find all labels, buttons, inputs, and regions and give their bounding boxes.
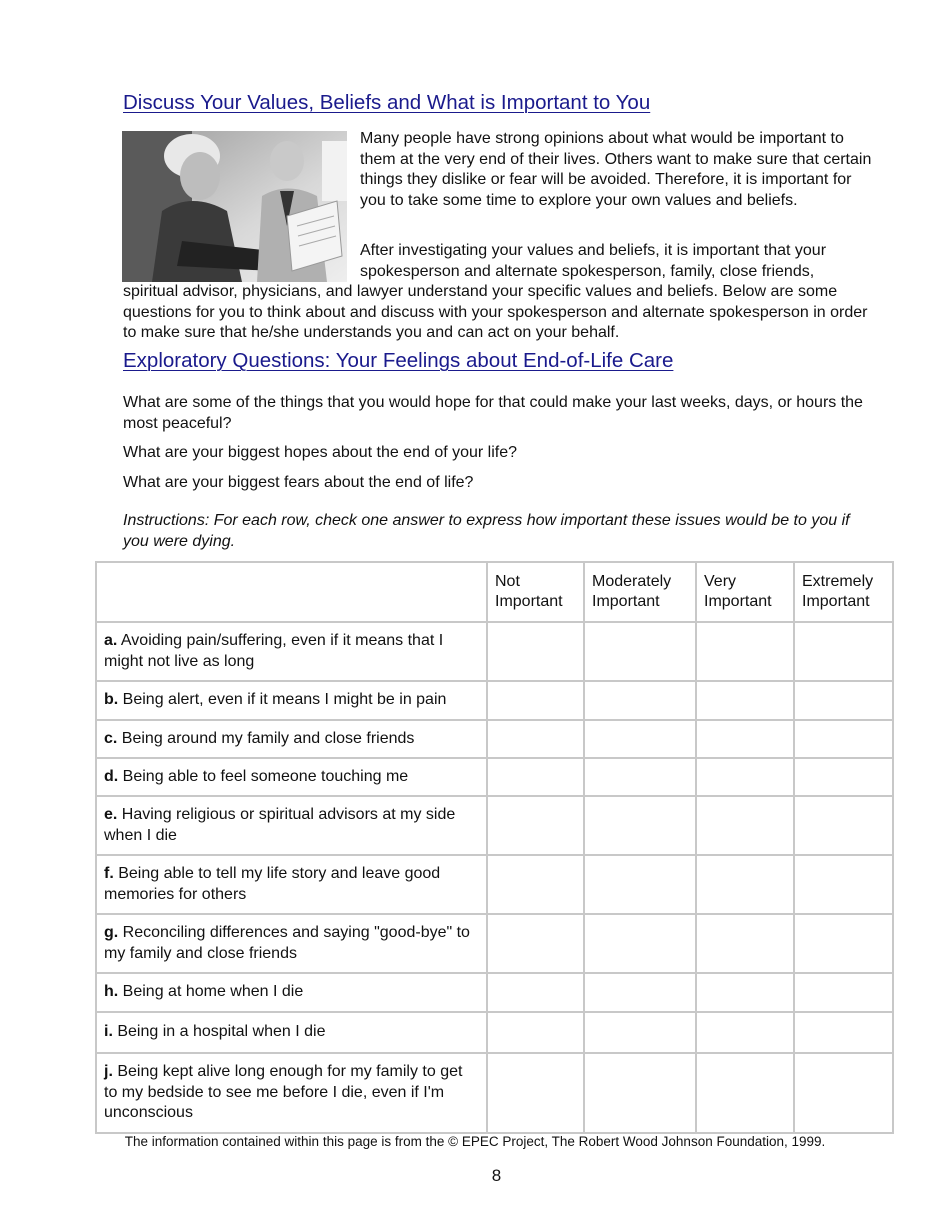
table-header-row xyxy=(96,562,893,622)
answer-cell-very-important[interactable] xyxy=(696,973,794,1012)
answer-cell-extremely-important[interactable] xyxy=(794,720,893,758)
instructions: Instructions: For each row, check one answer to express how important these issues would be to you if you were dying. xyxy=(123,512,850,550)
row-label: h. Being at home when I die xyxy=(96,973,487,1012)
answer-cell-moderately-important[interactable] xyxy=(584,796,696,855)
table-row xyxy=(96,622,893,681)
answer-cell-not-important[interactable] xyxy=(487,796,584,855)
intro-paragraph: Many people have strong opinions about what would be important to them at the very end of their lives. Others want to make sure that certain things they dislike or fear will be avoided. Therefore, it is important for you to take some time to explore your own values and beliefs. xyxy=(360,130,872,209)
answer-cell-extremely-important[interactable] xyxy=(794,796,893,855)
footer-attribution: The information contained within this page is from the © EPEC Project, The Robert Wood Johnson Foundation, 1999. xyxy=(124,1134,826,1149)
section-heading-values: Discuss Your Values, Beliefs and What is Important to You xyxy=(123,91,651,114)
answer-cell-not-important[interactable] xyxy=(487,1012,584,1053)
answer-cell-moderately-important[interactable] xyxy=(584,622,696,681)
answer-cell-moderately-important[interactable] xyxy=(584,973,696,1012)
second-paragraph-rest: spiritual advisor, physicians, and lawyer understand your specific values and beliefs. Below are some questions for you to think about and discuss with your spokesperson and alternate spokesperson in order to make sure that he/she understands you and can act on your behalf. xyxy=(123,283,868,341)
row-label: e. Having religious or spiritual advisors at my side when I die xyxy=(96,796,487,855)
answer-cell-not-important[interactable] xyxy=(487,622,584,681)
answer-cell-moderately-important[interactable] xyxy=(584,758,696,796)
table-row xyxy=(96,914,893,973)
answer-cell-very-important[interactable] xyxy=(696,758,794,796)
answer-cell-not-important[interactable] xyxy=(487,855,584,914)
answer-cell-not-important[interactable] xyxy=(487,1053,584,1133)
answer-cell-extremely-important[interactable] xyxy=(794,973,893,1012)
header-not-important: Not Important xyxy=(487,562,584,622)
row-label: f. Being able to tell my life story and leave good memories for others xyxy=(96,855,487,914)
row-label: i. Being in a hospital when I die xyxy=(96,1012,487,1053)
answer-cell-extremely-important[interactable] xyxy=(794,1012,893,1053)
row-label: d. Being able to feel someone touching me xyxy=(96,758,487,796)
photo-elderly-couple xyxy=(122,131,347,282)
table-row xyxy=(96,681,893,720)
answer-cell-extremely-important[interactable] xyxy=(794,855,893,914)
header-very-important: Very Important xyxy=(696,562,794,622)
row-label: b. Being alert, even if it means I might be in pain xyxy=(96,681,487,720)
answer-cell-not-important[interactable] xyxy=(487,681,584,720)
answer-cell-extremely-important[interactable] xyxy=(794,1053,893,1133)
answer-cell-very-important[interactable] xyxy=(696,720,794,758)
section-heading-exploratory: Exploratory Questions: Your Feelings about End-of-Life Care xyxy=(123,349,674,372)
answer-cell-moderately-important[interactable] xyxy=(584,1053,696,1133)
answer-cell-extremely-important[interactable] xyxy=(794,914,893,973)
answer-cell-moderately-important[interactable] xyxy=(584,855,696,914)
page-number: 8 xyxy=(491,1166,502,1185)
answer-cell-extremely-important[interactable] xyxy=(794,622,893,681)
second-paragraph-start: After investigating your values and beliefs, it is important that your spokesperson and alternate spokesperson, family, close friends, xyxy=(360,242,827,280)
header-empty-cell xyxy=(96,562,487,622)
answer-cell-moderately-important[interactable] xyxy=(584,914,696,973)
row-label: g. Reconciling differences and saying "good-bye" to my family and close friends xyxy=(96,914,487,973)
table-row xyxy=(96,796,893,855)
answer-cell-moderately-important[interactable] xyxy=(584,681,696,720)
answer-cell-moderately-important[interactable] xyxy=(584,1012,696,1053)
photo-illustration xyxy=(122,131,347,282)
importance-table xyxy=(95,561,894,1134)
answer-cell-extremely-important[interactable] xyxy=(794,758,893,796)
answer-cell-very-important[interactable] xyxy=(696,796,794,855)
table-row xyxy=(96,1053,893,1133)
answer-cell-very-important[interactable] xyxy=(696,1012,794,1053)
table-row xyxy=(96,855,893,914)
answer-cell-very-important[interactable] xyxy=(696,914,794,973)
table-row xyxy=(96,758,893,796)
table-row xyxy=(96,973,893,1012)
answer-cell-not-important[interactable] xyxy=(487,973,584,1012)
answer-cell-very-important[interactable] xyxy=(696,1053,794,1133)
answer-cell-not-important[interactable] xyxy=(487,720,584,758)
answer-cell-not-important[interactable] xyxy=(487,758,584,796)
answer-cell-extremely-important[interactable] xyxy=(794,681,893,720)
question-biggest-hopes: What are your biggest hopes about the end of your life? xyxy=(123,444,518,461)
answer-cell-very-important[interactable] xyxy=(696,855,794,914)
table-row xyxy=(96,1012,893,1053)
answer-cell-moderately-important[interactable] xyxy=(584,720,696,758)
question-biggest-fears: What are your biggest fears about the end of life? xyxy=(123,474,474,491)
question-hopes-peaceful: What are some of the things that you would hope for that could make your last weeks, days, or hours the most peaceful? xyxy=(123,394,863,432)
row-label: c. Being around my family and close friends xyxy=(96,720,487,758)
answer-cell-very-important[interactable] xyxy=(696,681,794,720)
answer-cell-not-important[interactable] xyxy=(487,914,584,973)
table-row xyxy=(96,720,893,758)
header-extremely-important: Extremely Important xyxy=(794,562,893,622)
row-label: a. Avoiding pain/suffering, even if it means that I might not live as long xyxy=(96,622,487,681)
header-moderately-important: Moderately Important xyxy=(584,562,696,622)
answer-cell-very-important[interactable] xyxy=(696,622,794,681)
row-label: j. Being kept alive long enough for my family to get to my bedside to see me before I die, even if I'm unconscious xyxy=(96,1053,487,1133)
